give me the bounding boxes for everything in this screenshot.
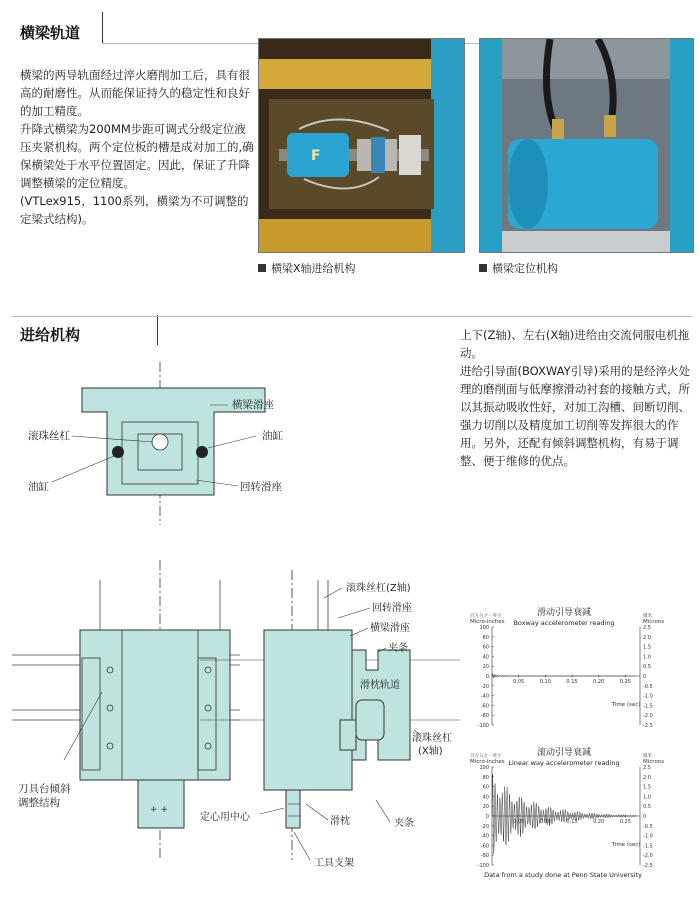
chart-subtitle: Boxway accelerometer reading: [513, 619, 615, 627]
chart-right-unit-cn: 微米: [643, 614, 652, 619]
chart-y-tick-right: 1.5: [643, 784, 651, 791]
chart-y-tick-right: 0.5: [643, 664, 651, 671]
chart-x-tick: 0.25: [619, 679, 631, 685]
chart-y-tick-left: -20: [480, 823, 489, 830]
tool-holder: [286, 790, 300, 828]
label-clamp-bottom: 夹条: [394, 818, 414, 829]
label-beam-slide: 横梁滑座: [232, 399, 274, 411]
chart-footnote: Data from a study done at Penn State University: [484, 871, 642, 879]
chart-y-tick-right: -2.0: [643, 853, 653, 860]
chart-y-tick-right: 2.5: [643, 765, 651, 771]
chart-y-tick-right: -1.0: [643, 693, 653, 700]
photo-beam-x-feed: [258, 38, 465, 253]
title-bar-divider-2: [157, 315, 158, 345]
cylinder-right-dot: [196, 446, 208, 458]
chart-x-tick: 0.05: [513, 679, 525, 685]
chart-y-tick-right: 1.5: [643, 644, 651, 651]
label-ball-screw-z: 滚珠丝杠(Z轴): [346, 583, 411, 594]
chart-right-unit: Microns: [643, 759, 665, 765]
chart-y-tick-right: -1.5: [643, 843, 653, 850]
diagram-side-view: [200, 570, 460, 880]
chart-y-tick-left: -60: [480, 843, 489, 850]
chart-y-tick-right: 0: [643, 674, 647, 680]
chart-y-tick-left: 40: [482, 794, 489, 801]
section1-para-1: 横梁的两导轨面经过淬火磨削加工后，具有很高的耐磨性。从而能保证持久的稳定性和良好的加工精度。: [20, 68, 250, 118]
svg-text:+ +: + +: [150, 805, 168, 815]
chart-y-tick-right: 1.0: [643, 794, 651, 801]
chart-y-tick-right: -2.5: [643, 723, 653, 729]
photo1-caption-text: 横梁X轴进给机构: [271, 262, 356, 275]
chart-title: 滑动引导衰减: [536, 608, 592, 618]
chart-y-tick-left: 0: [485, 674, 489, 680]
caption-bullet-icon: [479, 264, 487, 272]
section1-text: [20, 66, 255, 228]
chart-y-tick-right: -2.5: [643, 863, 653, 869]
chart-y-tick-left: 80: [482, 634, 489, 641]
side-slide-body: [264, 630, 352, 790]
chart-y-tick-right: -1.5: [643, 703, 653, 710]
chart-y-tick-right: 2.0: [643, 634, 651, 641]
chart-x-tick: 0.20: [593, 679, 605, 685]
caption-bullet-icon: [258, 264, 266, 272]
chart-x-tick: 0.10: [539, 819, 551, 825]
chart-x-tick: 0.25: [619, 819, 631, 825]
label-ball-screw-x-2: (X轴): [418, 746, 443, 757]
chart-y-tick-right: -0.5: [643, 823, 653, 830]
chart-y-tick-right: 0: [643, 814, 647, 820]
chart-y-tick-right: 0.5: [643, 804, 651, 811]
chart-y-tick-left: -100: [477, 863, 489, 869]
photo1-caption: [258, 260, 356, 276]
vibration-charts: [468, 605, 693, 895]
section2-text: [460, 326, 692, 470]
label-tilt-adjust-2: 调整结构: [18, 797, 60, 809]
chart-x-tick: 0.20: [593, 819, 605, 825]
chart-right-unit: Microns: [643, 619, 665, 625]
chart-y-tick-left: 80: [482, 774, 489, 781]
section2-para-2: 进给引导面(BOXWAY引导)采用的是经淬火处理的磨削面与低摩擦滑动衬套的接触方式，所以其振动吸收性好，对加工沟槽、间断切削、强力切削以及精度加工切削等发挥很大的作用。另外，还配有倾斜调整机构，有易于调整、便于维修的优点。: [460, 364, 691, 468]
section1-title: 横梁轨道: [20, 24, 81, 42]
chart-y-tick-left: -100: [477, 723, 489, 729]
tool-post: [138, 780, 184, 828]
photo2-caption: [479, 260, 558, 276]
label-cylinder-right: 油缸: [262, 430, 283, 442]
chart-y-tick-left: 20: [482, 664, 489, 671]
chart-y-tick-left: 60: [482, 644, 489, 651]
chart-y-tick-left: -80: [480, 853, 489, 860]
section2-para-1: 上下(Z轴)、左右(X轴)进给由交流伺服电机拖动。: [460, 328, 690, 360]
label-cylinder-left: 油缸: [28, 481, 49, 493]
label-ball-screw: 滚珠丝杠: [28, 430, 70, 442]
label-rotary-slide-2: 回转滑座: [372, 603, 412, 614]
chart-subtitle: Linear way accelerometer reading: [508, 759, 620, 767]
photo-beam-positioning: [479, 38, 694, 253]
chart-x-tick: 0.15: [566, 819, 578, 825]
chart-right-unit-cn: 微米: [643, 754, 652, 759]
chart-y-tick-left: 0: [485, 814, 489, 820]
chart-x-label: Time (sec): [611, 702, 641, 708]
chart-left-unit: Micro-inches: [470, 759, 505, 765]
label-tilt-adjust-1: 刀具台倾斜: [18, 783, 71, 795]
section1-para-3: (VTLex915，1100系列，横梁为不可调整的定梁式结构)。: [20, 194, 249, 226]
chart-y-tick-right: -2.0: [643, 713, 653, 720]
label-slide-pillow: 滑枕: [330, 816, 350, 827]
chart-y-tick-left: 100: [479, 625, 489, 631]
chart-y-tick-left: -20: [480, 683, 489, 690]
section2-rule: [12, 316, 692, 317]
chart-y-tick-right: 2.0: [643, 774, 651, 781]
chart-x-tick: 0.15: [566, 679, 578, 685]
chart-left-unit: Micro-inches: [470, 619, 505, 625]
svg-text:F: F: [311, 148, 321, 164]
label-beam-slide-2: 横梁滑座: [370, 623, 410, 634]
label-clamp-top: 夹条: [388, 643, 408, 654]
label-ball-screw-x-1: 滚珠丝杠: [412, 733, 452, 744]
label-tool-holder: 工具支架: [314, 858, 354, 869]
chart-y-tick-right: 1.0: [643, 654, 651, 661]
chart-y-tick-right: -1.0: [643, 833, 653, 840]
label-center: 定心用中心: [200, 812, 250, 823]
chart-title: 滚动引导衰减: [536, 748, 592, 758]
chart-x-label: Time (sec): [611, 842, 641, 848]
chart-y-tick-right: 2.5: [643, 625, 651, 631]
title-bar-divider: [102, 12, 103, 44]
chart-x-tick: 0.10: [539, 679, 551, 685]
chart-y-tick-left: -40: [480, 833, 489, 840]
chart-y-tick-left: 20: [482, 804, 489, 811]
chart-y-tick-left: 60: [482, 784, 489, 791]
ball-screw-circle: [152, 434, 168, 450]
chart-y-tick-left: -80: [480, 713, 489, 720]
chart-y-tick-left: -40: [480, 693, 489, 700]
label-rotary-slide: 回转滑座: [240, 481, 282, 493]
chart-y-tick-left: 100: [479, 765, 489, 771]
chart-y-tick-right: -0.5: [643, 683, 653, 690]
photo2-caption-text: 横梁定位机构: [492, 262, 558, 275]
chart-x-tick: 0.05: [513, 819, 525, 825]
chart-y-tick-left: -60: [480, 703, 489, 710]
section2-title: 进给机构: [20, 326, 81, 344]
chart-left-unit-cn: 百万分之一英寸: [470, 614, 502, 619]
label-slide-rail: 滑枕轨道: [360, 680, 400, 691]
section1-para-2: 升降式横梁为200MM步距可调式分级定位液压夹紧机构。两个定位板的槽是成对加工的,确保横梁处于水平位置固定。因此，保证了升降调整横梁的定位精度。: [20, 122, 254, 190]
chart-left-unit-cn: 百万分之一英寸: [470, 754, 502, 759]
diagram-beam-cross-section: [0, 350, 300, 530]
chart-y-tick-left: 40: [482, 654, 489, 661]
